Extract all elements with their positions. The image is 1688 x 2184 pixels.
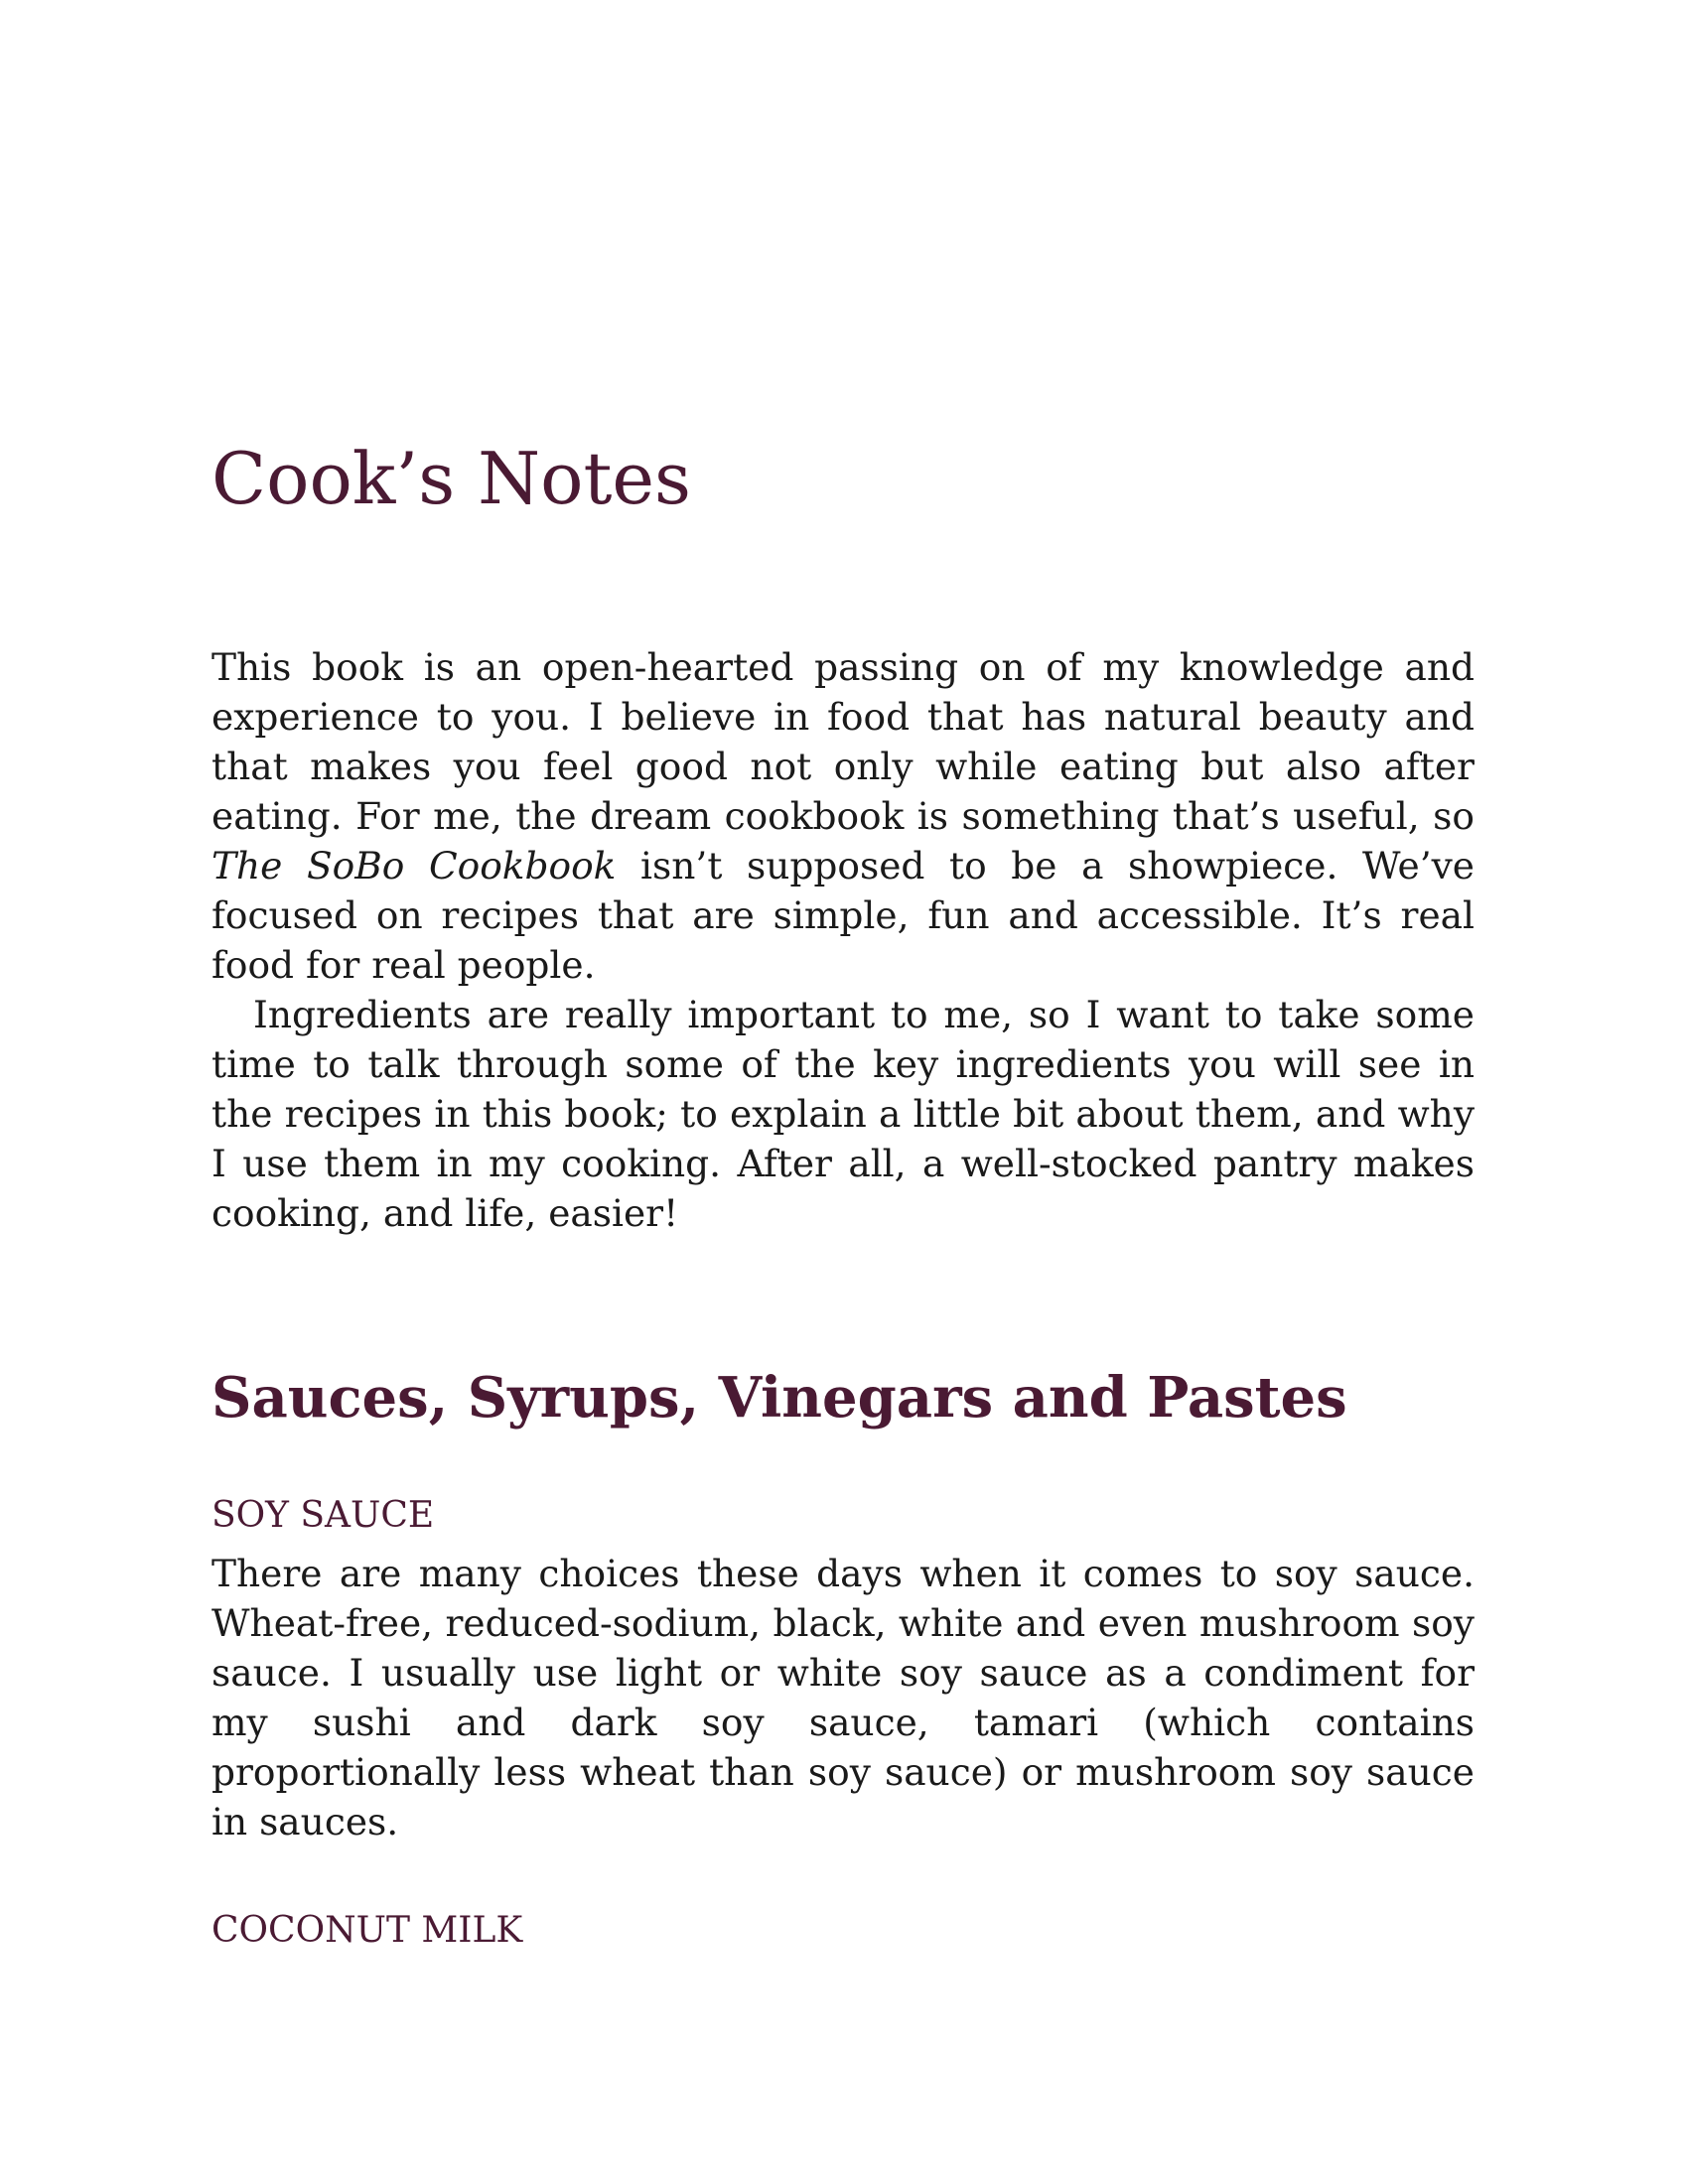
intro-paragraph-1-end: isn’t supposed to be a showpiece. We’ve focused on recipes that are simple, fun and accessible. It’s real food for real people. [211, 844, 1475, 987]
book-title-italic: The SoBo Cookbook [211, 844, 617, 887]
intro-paragraph-1-start: This book is an open-hearted passing on of my knowledge and experience to you. I believe in food that has natural beauty and that makes you feel good not only while eating but also after eating. For me, the dream cookbook is something that’s useful, so [211, 645, 1475, 838]
item-heading-coconut-milk: COCONUT MILK [211, 1910, 523, 1951]
section-heading: Sauces, Syrups, Vinegars and Pastes [211, 1365, 1347, 1431]
intro-paragraph-2: Ingredients are really important to me, so I want to take some time to talk through some of the key ingredients you will see in the recipes in this book; to explain a little bit about them, and why I use them in my cooking. After all, a well-stocked pantry makes cooking, and life, easier! [211, 993, 1475, 1235]
item-text-soy-sauce: There are many choices these days when it comes to soy sauce. Wheat-free, reduced-sodium, black, white and even mushroom soy sauce. I usually use light or white soy sauce as a condiment for my sushi and dark soy sauce, tamari (which contains proportionally less wheat than soy sauce) or mushroom soy sauce in sauces. [211, 1552, 1475, 1843]
chapter-title: Cook’s Notes [211, 437, 691, 520]
intro-text [211, 642, 1475, 1238]
intro-paragraph-1 [211, 642, 1475, 990]
item-heading-soy-sauce: SOY SAUCE [211, 1495, 435, 1536]
page-content [211, 429, 1475, 1956]
